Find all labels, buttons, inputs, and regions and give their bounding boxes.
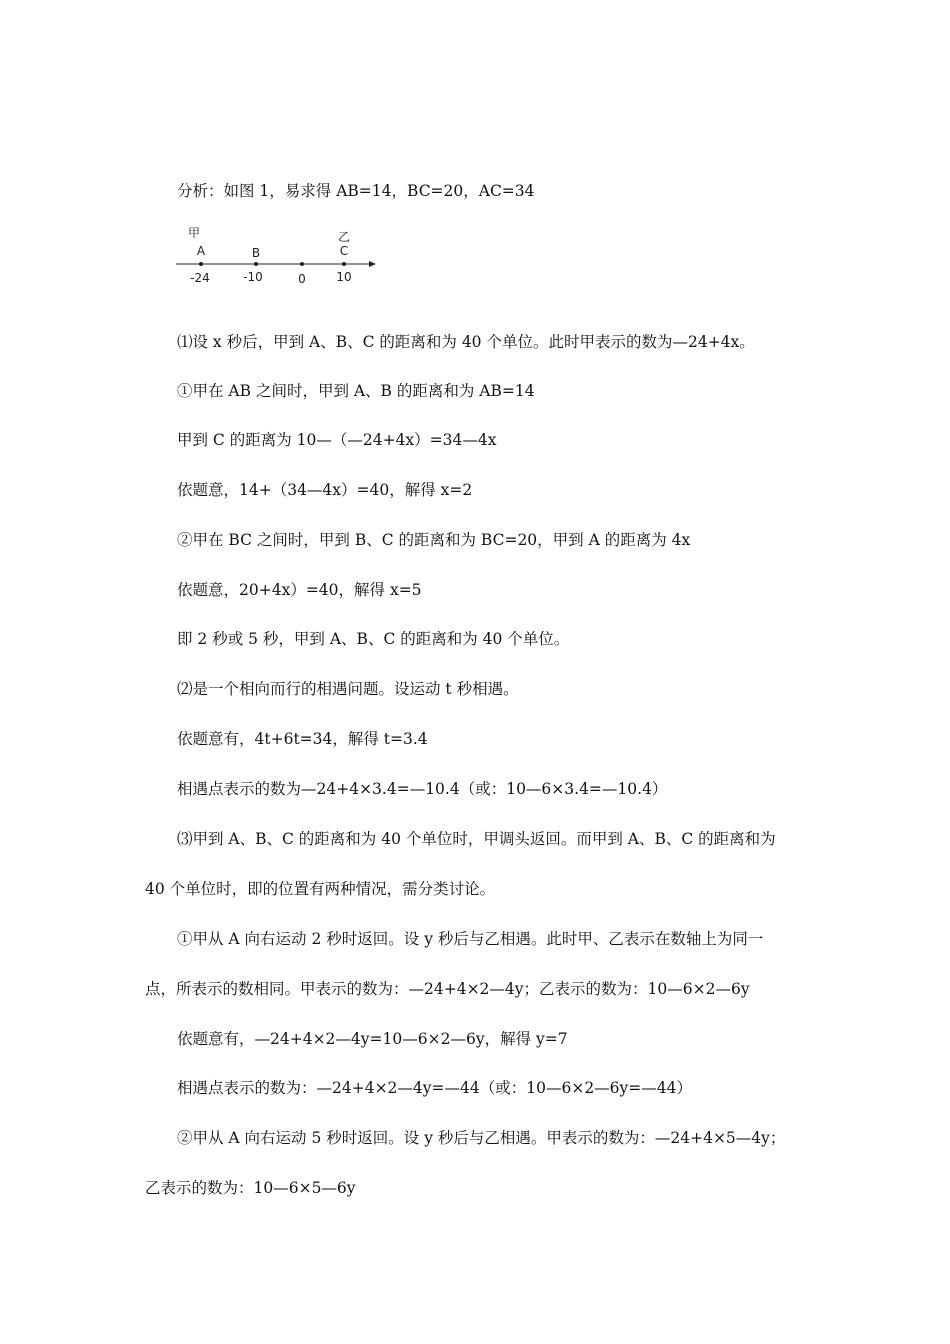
point-c-value: 10	[336, 270, 352, 284]
solution-line-4: 依题意，14+（34—4x）=40，解得 x=2	[177, 481, 473, 499]
solution-line-8: ⑵是一个相向而行的相遇问题。设运动 t 秒相遇。	[177, 680, 519, 698]
number-line-arrow	[369, 261, 376, 267]
solution-line-14: 点，所表示的数相同。甲表示的数为：—24+4×2—4y；乙表示的数为：10—6×2—6y	[145, 980, 750, 998]
solution-line-2: ①甲在 AB 之间时，甲到 A、B 的距离和为 AB=14	[177, 382, 535, 400]
solution-line-15: 依题意有，—24+4×2—4y=10—6×2—6y，解得 y=7	[177, 1030, 568, 1048]
point-origin-dot	[300, 262, 304, 266]
solution-line-12: 40 个单位时，即的位置有两种情况，需分类讨论。	[145, 880, 496, 898]
solution-line-9: 依题意有，4t+6t=34，解得 t=3.4	[177, 730, 428, 748]
point-a-name: A	[196, 244, 206, 258]
point-b-name: B	[251, 246, 261, 260]
solution-line-10: 相遇点表示的数为—24+4×3.4=—10.4（或：10—6×3.4=—10.4）	[177, 780, 668, 798]
solution-line-1: ⑴设 x 秒后，甲到 A、B、C 的距离和为 40 个单位。此时甲表示的数为—24+4x。	[177, 333, 755, 351]
solution-line-6: 依题意，20+4x）=40，解得 x=5	[177, 581, 422, 599]
point-c-name: C	[339, 244, 349, 258]
solution-line-5: ②甲在 BC 之间时，甲到 B、C 的距离和为 BC=20，甲到 A 的距离为 4x	[177, 531, 691, 549]
label-jia: 甲	[187, 226, 201, 240]
label-yi: 乙	[337, 230, 351, 244]
point-b-dot	[254, 262, 258, 266]
solution-line-11: ⑶甲到 A、B、C 的距离和为 40 个单位时，甲调头返回。而甲到 A、B、C 的距离和为	[177, 830, 776, 848]
intro-line: 分析：如图 1，易求得 AB=14，BC=20，AC=34	[177, 182, 535, 200]
point-a-value: -24	[190, 271, 210, 285]
solution-line-7: 即 2 秒或 5 秒，甲到 A、B、C 的距离和为 40 个单位。	[177, 630, 570, 648]
solution-line-16: 相遇点表示的数为：—24+4×2—4y=—44（或：10—6×2—6y=—44）	[177, 1079, 693, 1097]
point-a-dot	[199, 262, 203, 266]
number-line-figure	[176, 224, 386, 288]
point-b-value: -10	[243, 270, 263, 284]
point-c-dot	[342, 262, 346, 266]
solution-line-13: ①甲从 A 向右运动 2 秒时返回。设 y 秒后与乙相遇。此时甲、乙表示在数轴上为同一	[177, 930, 764, 948]
point-origin-value: 0	[298, 272, 306, 286]
solution-line-17: ②甲从 A 向右运动 5 秒时返回。设 y 秒后与乙相遇。甲表示的数为：—24+4×5—4y；	[177, 1129, 786, 1147]
solution-line-3: 甲到 C 的距离为 10—（—24+4x）=34—4x	[177, 431, 497, 449]
solution-line-18: 乙表示的数为：10—6×5—6y	[145, 1179, 356, 1197]
